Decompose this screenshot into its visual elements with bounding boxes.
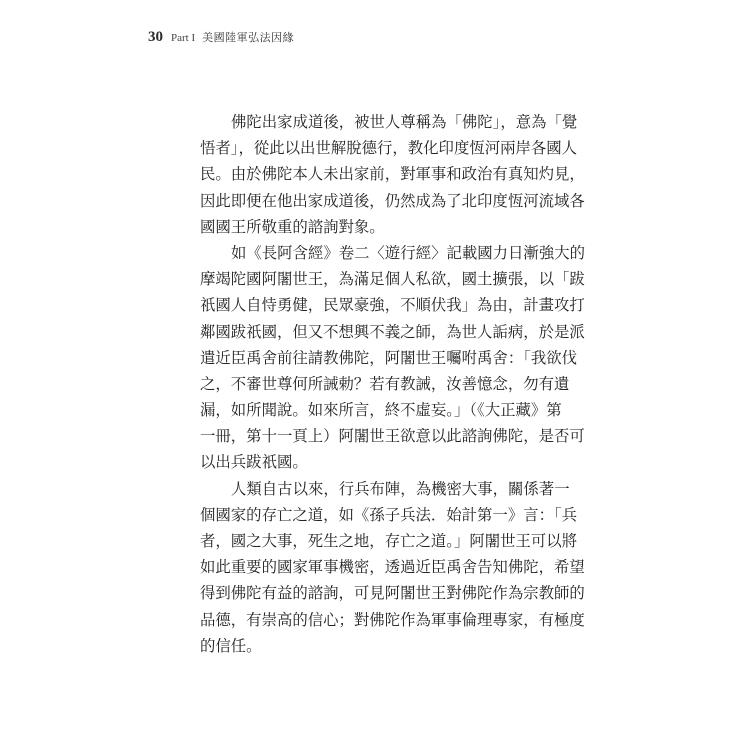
text-line: 以出兵跋祇國。 — [200, 453, 308, 472]
book-title: 美國陸軍弘法因緣 — [202, 31, 295, 44]
text-line: 因此即便在他出家成道後，仍然成為了北印度恆河流域各 — [200, 191, 585, 210]
paragraph-1 — [200, 109, 600, 240]
text-line: 佛陀出家成道後，被世人尊稱為「佛陀」，意為「覺 — [231, 113, 578, 131]
text-line: 如此重要的國家軍事機密，透過近臣禹舍告知佛陀，希望 — [200, 558, 585, 577]
text-line: 者，國之大事，死生之地，存亡之道。」阿闍世王可以將 — [200, 532, 578, 550]
text-line: 祇國人自恃勇健，民眾豪強，不順伏我」為由，計畫攻打 — [200, 296, 585, 315]
text-line: 民。由於佛陀本人未出家前，對軍事和政治有真知灼見， — [200, 165, 585, 184]
paragraph-3 — [200, 476, 600, 659]
part-label: Part I — [171, 32, 196, 44]
text-line: 如《長阿含經》卷二〈遊行經〉記載國力日漸強大的 — [231, 243, 585, 262]
body-text — [200, 109, 600, 659]
text-line: 人類自古以來，行兵布陣，為機密大事，關係著一 — [231, 479, 570, 498]
text-line: 遣近臣禹舍前往請教佛陀，阿闍世王囑咐禹舍：「我欲伐 — [200, 348, 578, 367]
text-line: 鄰國跋祇國，但又不想興不義之師，為世人詬病，於是派 — [200, 322, 585, 341]
paragraph-2 — [200, 240, 600, 476]
running-header — [148, 29, 294, 53]
text-line: 得到佛陀有益的諮詢，可見阿闍世王對佛陀作為宗教師的 — [200, 584, 585, 603]
text-line: 國國王所敬重的諮詢對象。 — [200, 217, 385, 236]
text-line: 的信任。 — [200, 636, 262, 655]
text-line: 悟者」，從此以出世解脫德行，教化印度恆河兩岸各國人 — [200, 139, 578, 158]
text-line: 漏，如所聞說。如來所言，終不虛妄。」（《大正藏》第 — [200, 401, 562, 420]
text-line: 之，不審世尊何所誡勅？若有教誡，汝善憶念，勿有遺 — [200, 374, 570, 393]
text-line: 一冊，第十一頁上）阿闍世王欲意以此諮詢佛陀，是否可 — [200, 427, 585, 446]
text-line: 個國家的存亡之道，如《孫子兵法．始計第一》言：「兵 — [200, 505, 578, 524]
text-line: 摩竭陀國阿闍世王，為滿足個人私欲，國土擴張，以「跋 — [200, 270, 585, 289]
text-line: 品德，有崇高的信心；對佛陀作為軍事倫理專家，有極度 — [200, 610, 585, 629]
page-number: 30 — [148, 29, 163, 45]
